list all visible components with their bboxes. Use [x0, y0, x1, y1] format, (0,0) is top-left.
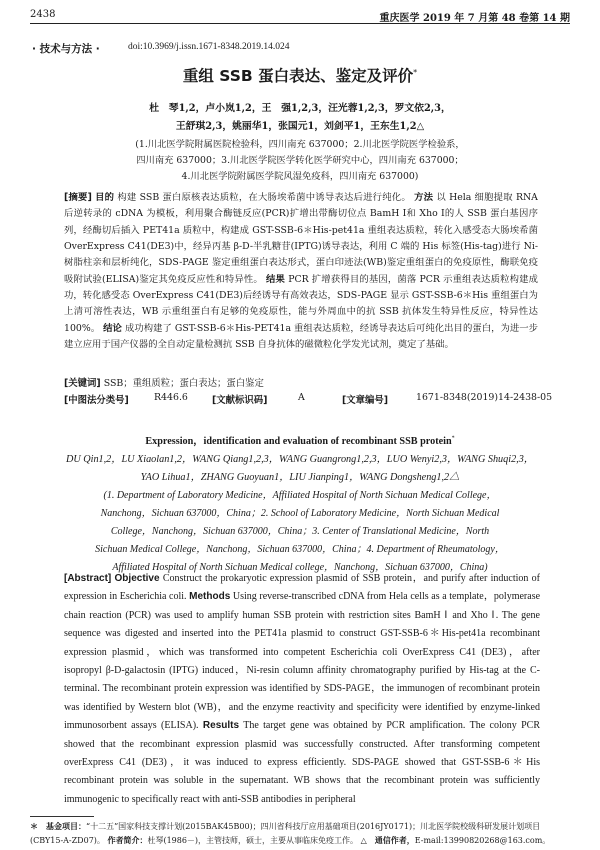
results-en-label: Results — [202, 720, 240, 732]
affiliation-en-line-3: College，Nanchong，Sichuan 637000，China；3. Center of Translational Medicine，North — [110, 526, 490, 537]
affiliation-cn-line-3: 4.川北医学院附属医学院风湿免疫科，四川南充 637000) — [181, 171, 419, 182]
doc-code-label: [文献标识码] — [212, 395, 268, 406]
keywords-cn — [64, 375, 264, 389]
results-text: PCR 扩增获得目的基因，菌落 PCR 示重组表达质粒构建成功，转化感受态 OverExpress C41(DE3)后经诱导有高效表达，SDS-PAGE 显示 GST-SSB-6＊His 重组蛋白为上清可溶性表达，WB 示重组蛋白有足够的免疫原性，能与外周血中的抗 SSB 抗体发生特异性反应，特异性达 100%。 — [64, 273, 538, 334]
article-id-label: [文章编号] — [342, 395, 389, 406]
correspondence-email[interactable]: E-mail:13990820268@163.com。 — [414, 836, 551, 845]
header-rule — [30, 23, 570, 24]
methods-text: 以 Hela 细胞提取 RNA 后逆转录的 cDNA 为模板，利用聚合酶链反应(PCR)扩增出带酶切位点 BamH Ⅰ和 Xho Ⅰ的人 SSB 蛋白基因序列，经酶切后插入 PET41a 质粒中，构建成 GST-SSB-6＊His-pet41a 重组表达质粒，转化入感受态大肠埃希菌 OverExpress C41(DE3)中，经异丙基 β-D-半乳糖苷(IPTG)诱导表达，利用 C 端的 His 标签(His-tag)进行 Ni-树脂柱亲和层析纯化，SDS-PAGE 鉴定重组蛋白表达形式，蛋白印迹法(WB)鉴定重组蛋白的免疫原性，酶联免疫吸附试验(ELISA)鉴定其免疫反应性和特异性。 — [64, 192, 538, 285]
title-cn-text: 重组 SSB 蛋白表达、鉴定及评价 — [182, 67, 414, 85]
affiliation-en-line-1: (1. Department of Laboratory Medicine，Affiliated Hospital of North Sichuan Medical College， — [103, 490, 497, 501]
title-en-mark: * — [451, 435, 455, 442]
affiliation-cn-line-1: (1.川北医学院附属医院检验科，四川南充 637000；2.川北医学院医学检验系， — [135, 139, 465, 150]
footnote-rule — [30, 816, 94, 817]
conclusion-label: 结论 — [103, 322, 122, 334]
title-cn — [0, 64, 600, 86]
authors-en-line-1: DU Qin1,2，LU Xiaolan1,2，WANG Qiang1,2,3，WANG Guangrong1,2,3，LUO Wenyi2,3，WANG Shuqi2,3， — [66, 454, 534, 465]
keywords-text: SSB；重组质粒；蛋白表达；蛋白鉴定 — [103, 378, 264, 389]
objective-en-text: Construct the prokaryotic expression plasmid of SSB protein，and purify after induction of expression in Escherichia coli. — [64, 573, 541, 603]
doc-code-value: A — [298, 392, 305, 403]
affiliations-en — [40, 487, 560, 577]
clc-label: [中图法分类号] — [64, 395, 129, 406]
keywords-label: [关键词] — [64, 378, 101, 389]
methods-label: 方法 — [414, 192, 434, 203]
authors-cn-line-1: 杜 琴1,2，卢小岚1,2，王 强1,2,3，汪光蓉1,2,3，罗文依2,3， — [149, 103, 451, 114]
affiliation-en-line-5: Affiliated Hospital of North Sichuan Medical college，Nanchong，Sichuan 637000，China) — [112, 562, 488, 573]
authors-en-line-2: YAO Lihua1，ZHANG Guoyuan1，LIU Jianping1，WANG Dongsheng1,2△ — [140, 472, 460, 483]
title-fund-mark: * — [413, 67, 418, 77]
author-bio-label: 作者简介： — [107, 836, 148, 845]
article-id-value: 1671-8348(2019)14-2438-05 — [416, 392, 553, 403]
objective-text: 构建 SSB 蛋白原核表达质粒，在大肠埃希菌中诱导表达后进行纯化。 — [117, 192, 411, 203]
affiliation-en-line-4: Sichuan Medical College，Nanchong，Sichuan 637000，China；4. Department of Rheumatology， — [95, 544, 505, 555]
affiliation-en-line-2: Nanchong，Sichuan 637000，China；2. School of Laboratory Medicine，North Sichuan Medical — [100, 508, 500, 519]
abstract-cn — [64, 190, 538, 353]
fund-text: “十二五”国家科技支撑计划(2015BAK45B00)；四川省科技厅应用基础项目(2016JY0171)；川北医学院校级科研发展计划项目(CBY15-A-ZD07)。 — [30, 822, 541, 845]
results-label: 结果 — [266, 273, 286, 285]
authors-cn-line-2: 王舒琪2,3，姚丽华1，张国元1，刘剑平1，王东生1,2△ — [175, 121, 425, 132]
title-en-text: Expression，identification and evaluation of recombinant SSB protein — [145, 436, 452, 447]
objective-label: 目的 — [95, 192, 115, 203]
page-number: 2438 — [30, 9, 56, 20]
author-bio-text: 杜琴(1986－)，主管技师，硕士，主要从事临床免疫工作。 — [147, 836, 359, 845]
fund-label: ＊ 基金项目： — [30, 822, 86, 831]
clc-value: R446.6 — [154, 392, 188, 403]
conclusion-text: 成功构建了 GST-SSB-6＊His-PET41a 重组表达质粒，经诱导表达后可纯化出目的蛋白，为进一步建立应用于国产仪器的全自动定量检测抗 SSB 自身抗体的磁微粒化学发光试剂，奠定了基础。 — [64, 322, 538, 351]
abstract-cn-label: [摘要] — [64, 192, 92, 203]
section-tag: · 技术与方法 · — [32, 43, 100, 55]
affiliation-cn-line-2: 四川南充 637000；3.川北医学院医学转化医学研究中心，四川南充 637000； — [136, 155, 464, 166]
correspondence-label: △ 通信作者， — [360, 836, 415, 845]
methods-en-text: Using reverse-transcribed cDNA from Hela cells as a template，polymerase chain reaction (PCR) was used to amplify human SSB protein with restriction sites BamH Ⅰ and Xho Ⅰ. The gene sequence was digested and inserted into the PET41a plasmid to construct GST-SSB-6＊His-pet41a recombinant expression plasmid，which was transformed into competent Escherichia coli OverExpress C41 (DE3)，after isopropyl β-D-galactosin (IPTG) induced，Ni-resin column affinity chromatography purified by His-tag at the C-terminal. The recombinant protein expression was identified by SDS-PAGE，the immunogen of recombinant protein was identified by Western blot (WB)，and the enzyme reactivity and specificity were identified by enzyme-linked immunosorbent assays (ELISA). — [64, 591, 541, 732]
abstract-en-label: [Abstract] — [64, 573, 112, 584]
journal-header: 重庆医学 2019 年 7 月第 48 卷第 14 期 — [379, 13, 570, 24]
objective-en-label: Objective — [114, 573, 160, 584]
footnote — [30, 820, 570, 848]
title-en — [0, 432, 600, 447]
abstract-en — [64, 570, 540, 809]
methods-en-label: Methods — [189, 591, 231, 603]
results-en-text: The target gene was obtained by PCR amplification. The colony PCR showed that the recombinant expression plasmid was successfully constructed. After transforming competent overExpress C41 (DE3)，it was induced to express efficiently. SDS-PAGE showed that GST-SSB-6＊His recombinant protein was soluble in the supernatant. WB shows that the recombinant protein was sufficiently immunogenic to specifically react with anti-SSB antibodies in peripheral — [64, 720, 540, 805]
doi[interactable]: doi:10.3969/j.issn.1671-8348.2019.14.024 — [128, 42, 290, 52]
